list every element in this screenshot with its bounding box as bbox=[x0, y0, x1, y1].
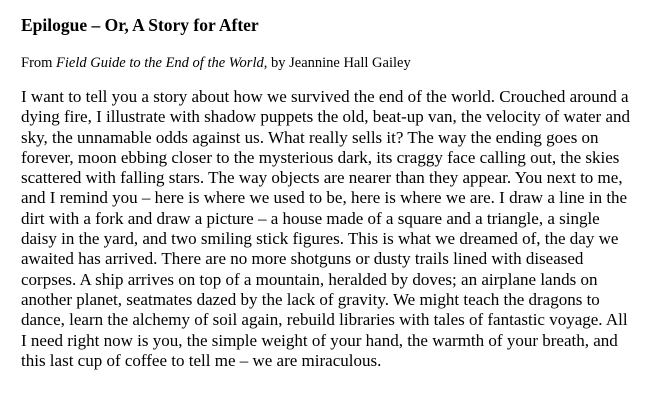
body-line: dirt with a fork and draw a picture – a house made of a square and a triangle, a single bbox=[21, 208, 600, 228]
document-title: Epilogue – Or, A Story for After bbox=[21, 15, 259, 35]
body-line: this last cup of coffee to tell me – we are miraculous. bbox=[21, 350, 382, 370]
body-line: dance, learn the alchemy of soil again, rebuild libraries with tales of fantastic voyage. All bbox=[21, 310, 628, 330]
poem-body bbox=[21, 87, 661, 371]
body-line: awaited has arrived. There are no more shotguns or dusty trails lined with diseased bbox=[21, 249, 584, 269]
source-line bbox=[21, 54, 651, 72]
source-book-title: Field Guide to the End of the World bbox=[56, 55, 264, 71]
body-line: dying fire, I illustrate with shadow puppets the old, beat-up van, the velocity of water and bbox=[21, 107, 631, 127]
body-line: corpses. A ship arrives on top of a mountain, heralded by doves; an airplane lands on bbox=[21, 269, 598, 289]
body-line: another planet, seatmates dazed by the lack of gravity. We might teach the dragons to bbox=[21, 289, 600, 309]
source-prefix: From bbox=[21, 55, 57, 71]
body-line: scattered with falling stars. The way objects are nearer than they appear. You next to me, bbox=[21, 168, 623, 188]
source-suffix: , by Jeannine Hall Gailey bbox=[263, 55, 411, 71]
body-line: I need right now is you, the simple weight of your hand, the warmth of your breath, and bbox=[21, 330, 618, 350]
body-line: I want to tell you a story about how we survived the end of the world. Crouched around a bbox=[21, 87, 629, 106]
body-line: daisy in the yard, and two smiling stick figures. This is what we dreamed of, the day we bbox=[21, 229, 619, 249]
body-line: forever, moon ebbing closer to the mysterious dark, its craggy face calling out, the skies bbox=[21, 147, 620, 167]
body-line: sky, the unnamable odds against us. What really sells it? The way the ending goes on bbox=[21, 127, 599, 147]
body-line: and I remind you – here is where we used to be, here is where we are. I draw a line in the bbox=[21, 188, 628, 208]
